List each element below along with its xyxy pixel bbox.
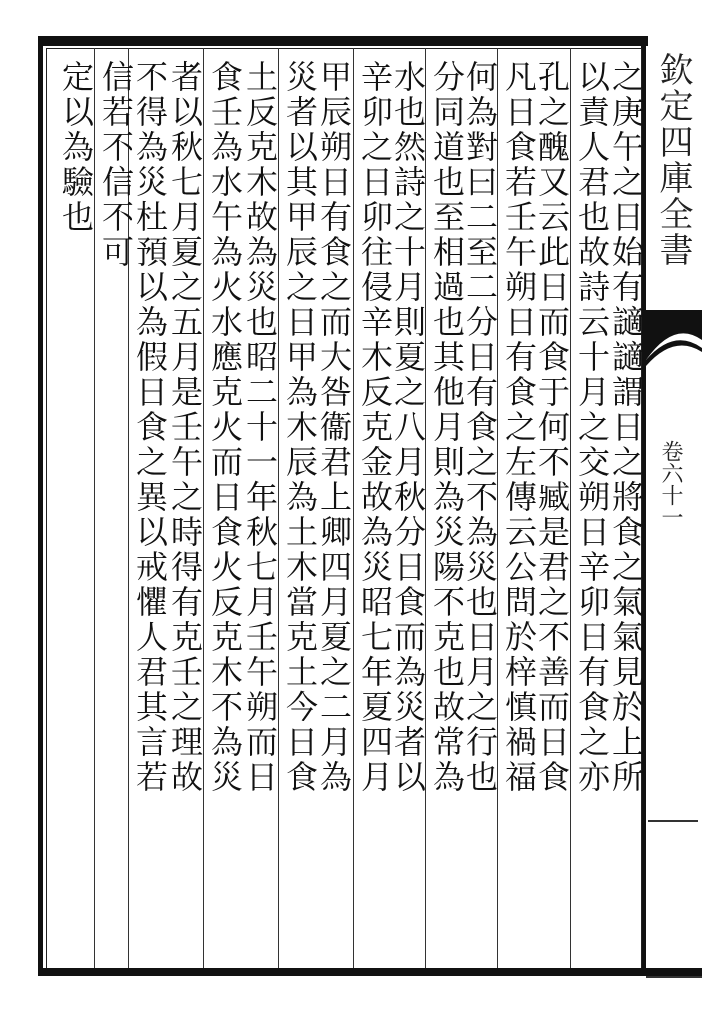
text-column: 災者以其甲辰之日甲為木辰為土木當克土今日食 — [281, 60, 319, 795]
text-column: 食壬為水午為火水應克火而日食火反克木不為災 — [206, 60, 244, 795]
margin-rule — [648, 820, 698, 822]
text-column: 以責人君也故詩云十月之交朔日辛卯日有食之亦 — [573, 60, 611, 795]
text-column: 凡日食若壬午朔日有食之左傳云公問於梓慎禍福 — [500, 60, 538, 795]
text-column: 定以為驗也 — [57, 60, 95, 235]
text-column: 者以秋七月夏之五月是壬午之時得有克壬之理故 — [166, 60, 204, 795]
text-column: 土反克木故為災也昭二十一年秋七月壬午朔而日 — [241, 60, 279, 795]
text-column: 之庚午之日始有讁讁謂日之將食之氣氣見於上所 — [607, 60, 645, 795]
text-column: 水也然詩之十月則夏之八月秋分日食而為災者以 — [389, 60, 427, 795]
book-title: 欽定四庫全書 — [653, 52, 693, 268]
text-column: 不得為災杜預以為假日食之異以戒懼人君其言若 — [131, 60, 169, 795]
fishtail-mark-icon — [646, 300, 702, 390]
text-column: 何為對曰二至二分日有食之不為災也日月之行也 — [461, 60, 499, 795]
text-column: 分同道也至相過也其他月則為災陽不克也故常為 — [428, 60, 466, 795]
volume-number: 卷六十一 — [658, 440, 683, 528]
margin-bottom-edge — [646, 976, 702, 978]
text-column: 辛卯之日卯往侵辛木反克金故為災昭七年夏四月 — [356, 60, 394, 795]
bottom-border-bar — [38, 968, 702, 976]
text-column: 信若不信不可 — [97, 60, 135, 270]
text-column: 甲辰朔日有食之而大咎衞君上卿四月夏之二月為 — [315, 60, 353, 795]
text-column: 孔之醜又云此日而食于何不臧是君之不善而日食 — [533, 60, 571, 795]
